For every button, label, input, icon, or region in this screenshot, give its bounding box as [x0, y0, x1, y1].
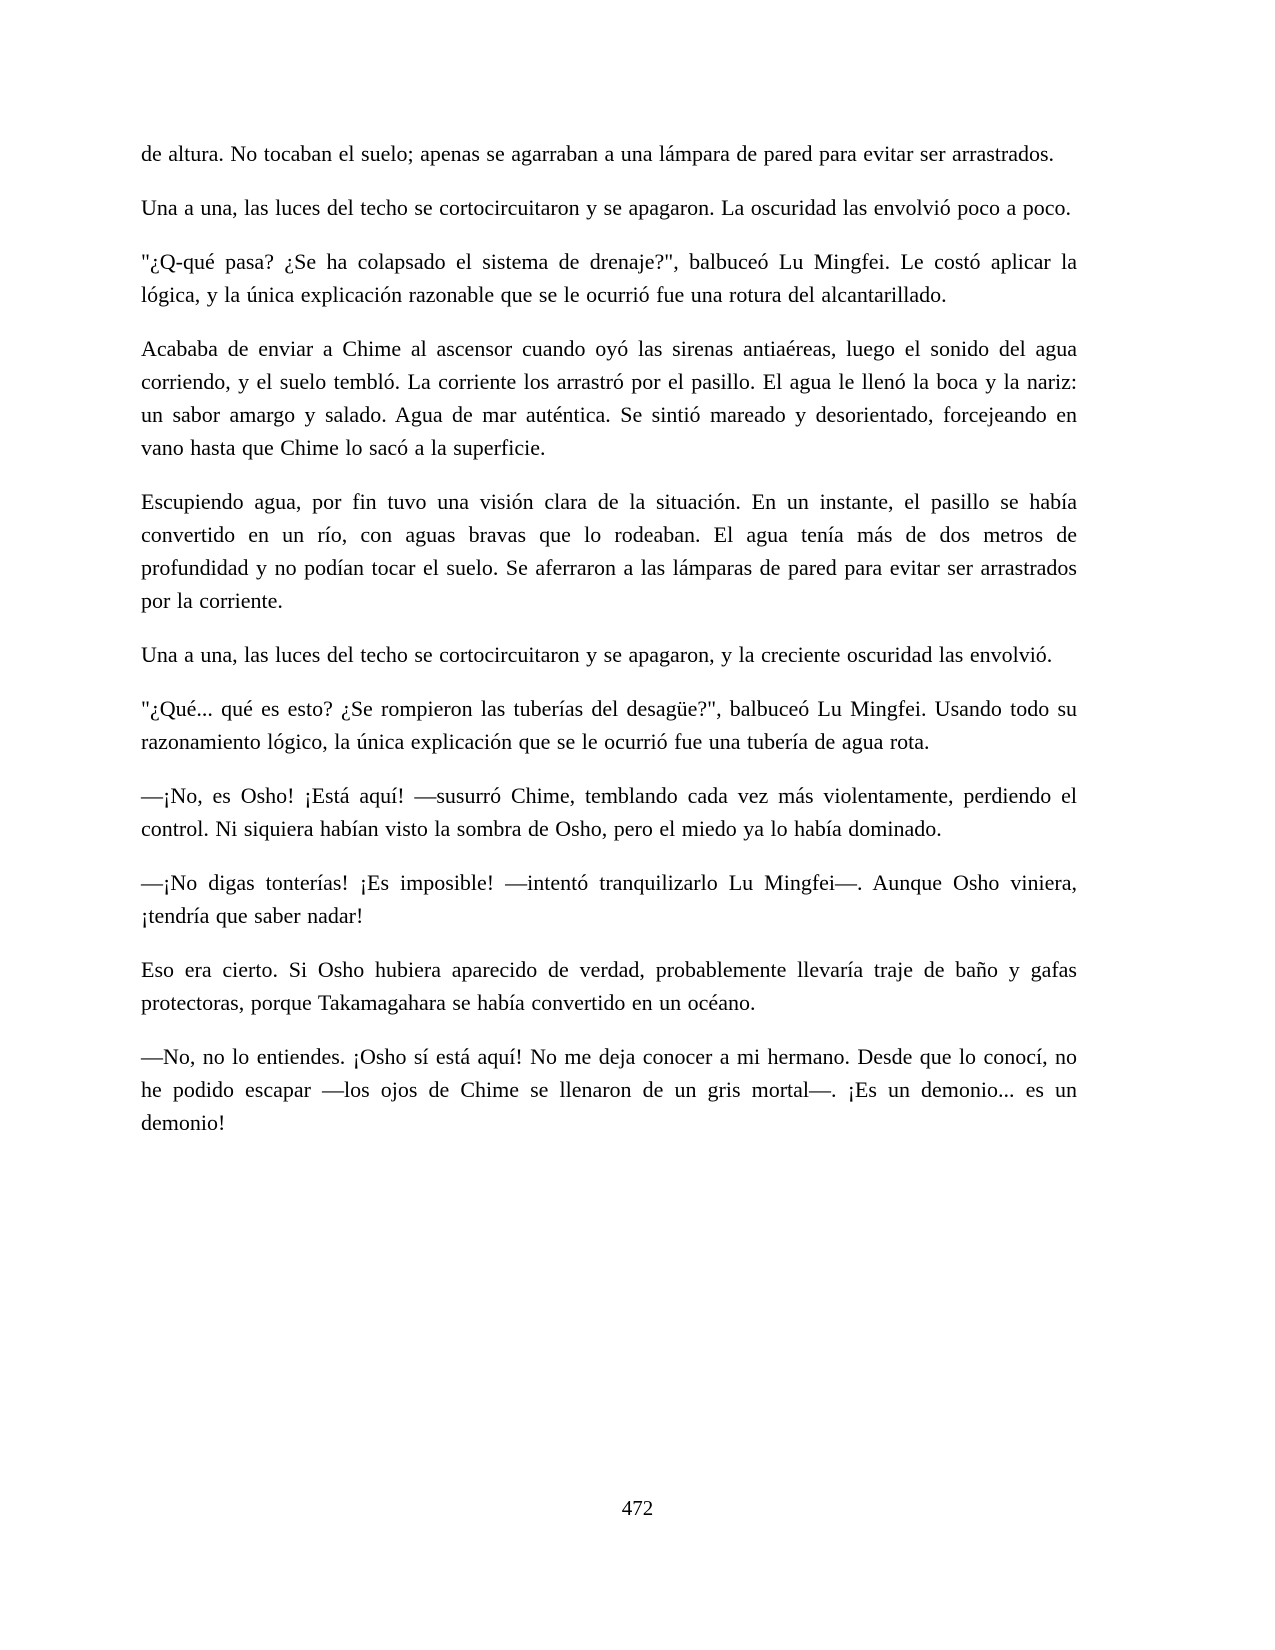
body-paragraph: Escupiendo agua, por fin tuvo una visión clara de la situación. En un instante, el pasillo se había convertido en un río, con aguas bravas que lo rodeaban. El agua tenía más de dos metros de profundidad y no podían tocar el suelo. Se aferraron a las lámparas de pared para evitar ser arrastrados por la corriente. — [141, 489, 1077, 613]
body-paragraph: —¡No digas tonterías! ¡Es imposible! —intentó tranquilizarlo Lu Mingfei—. Aunque Osho viniera, ¡tendría que saber nadar! — [141, 870, 1077, 928]
body-paragraph: "¿Qué... qué es esto? ¿Se rompieron las tuberías del desagüe?", balbuceó Lu Mingfei. Usando todo su razonamiento lógico, la única explicación que se le ocurrió fue una tubería de agua rota. — [141, 696, 1077, 754]
body-paragraph: de altura. No tocaban el suelo; apenas se agarraban a una lámpara de pared para evitar ser arrastrados. — [141, 141, 1055, 166]
text-block — [141, 137, 1077, 1139]
body-paragraph: "¿Q-qué pasa? ¿Se ha colapsado el sistema de drenaje?", balbuceó Lu Mingfei. Le costó aplicar la lógica, y la única explicación razonable que se le ocurrió fue una rotura del alcantarillado. — [141, 249, 1077, 307]
body-paragraph: Acababa de enviar a Chime al ascensor cuando oyó las sirenas antiaéreas, luego el sonido del agua corriendo, y el suelo tembló. La corriente los arrastró por el pasillo. El agua le llenó la boca y la nariz: un sabor amargo y salado. Agua de mar auténtica. Se sintió mareado y desorientado, forcejeando en vano hasta que Chime lo sacó a la superficie. — [141, 336, 1077, 460]
body-paragraph: Una a una, las luces del techo se cortocircuitaron y se apagaron. La oscuridad las envolvió poco a poco. — [141, 195, 1072, 220]
body-paragraph: Una a una, las luces del techo se cortocircuitaron y se apagaron, y la creciente oscuridad las envolvió. — [141, 642, 1053, 667]
body-paragraph: —No, no lo entiendes. ¡Osho sí está aquí! No me deja conocer a mi hermano. Desde que lo conocí, no he podido escapar —los ojos de Chime se llenaron de un gris mortal—. ¡Es un demonio... es un demonio! — [141, 1044, 1077, 1135]
body-paragraph: Eso era cierto. Si Osho hubiera aparecido de verdad, probablemente llevaría traje de baño y gafas protectoras, porque Takamagahara se había convertido en un océano. — [141, 957, 1077, 1015]
page-number: 472 — [621, 1496, 654, 1520]
body-paragraph: —¡No, es Osho! ¡Está aquí! —susurró Chime, temblando cada vez más violentamente, perdiendo el control. Ni siquiera habían visto la sombra de Osho, pero el miedo ya lo había dominado. — [141, 783, 1077, 841]
